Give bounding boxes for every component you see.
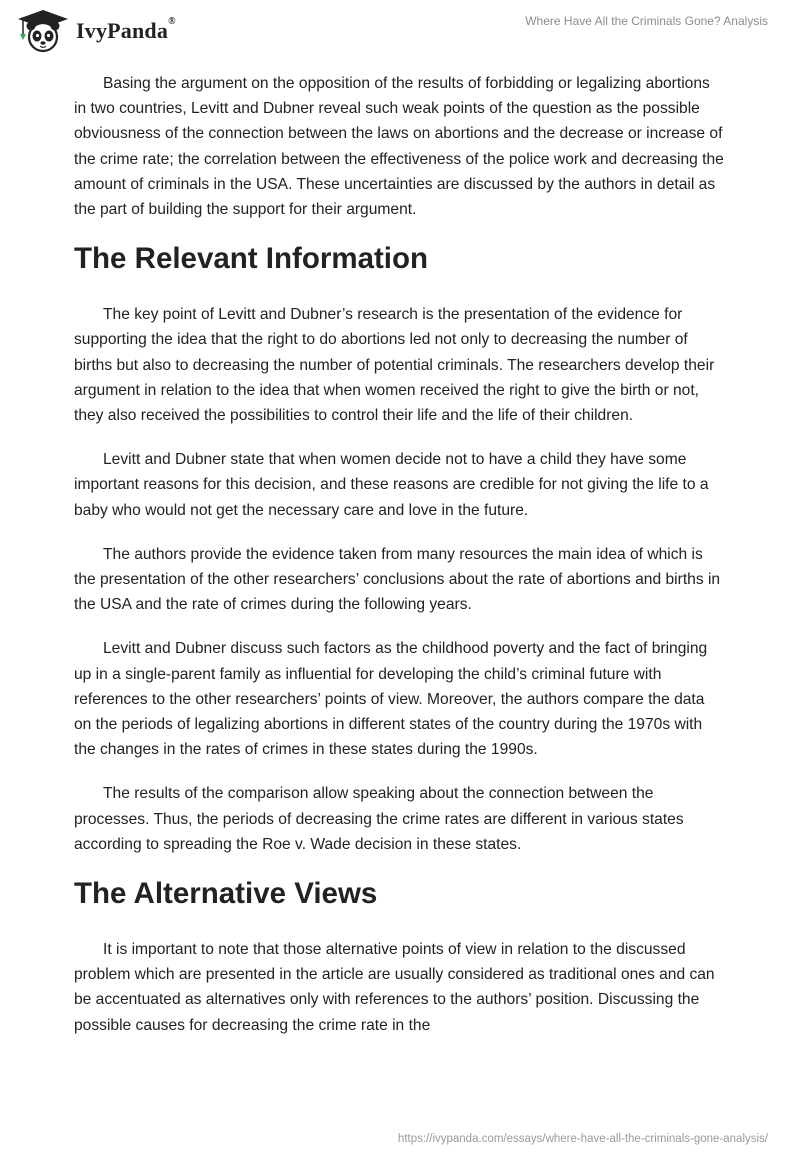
section-heading-relevant-information: The Relevant Information	[74, 242, 429, 276]
registered-mark: ®	[168, 16, 176, 27]
article-body	[74, 71, 726, 1057]
paragraph: The authors provide the evidence taken from many resources the main idea of which is the presentation of the other researchers’ conclusions about the rate of abortions and births in the USA and the rate of crimes during the following years.	[74, 545, 721, 614]
source-url-link[interactable]: https://ivypanda.com/essays/where-have-all-the-criminals-gone-analysis/	[397, 1133, 768, 1145]
paragraph: Levitt and Dubner discuss such factors as the childhood poverty and the fact of bringing up in a single-parent family as influential for developing the child’s criminal future with references to the other researchers’ points of view. Moreover, the authors compare the data on the periods of legalizing abortions in different states of the country during the 1970s with the changes in the rates of crimes in these states during the 1990s.	[74, 640, 708, 759]
paragraph: It is important to note that those alternative points of view in relation to the discussed problem which are presented in the article are usually considered as traditional ones and can be accentuated as alternatives only with references to the authors’ position. Discussing the possible causes for decreasing the crime rate in the	[74, 941, 715, 1034]
document-title: Where Have All the Criminals Gone? Analysis	[525, 14, 768, 28]
panda-graduate-icon	[14, 8, 72, 54]
paragraph: Levitt and Dubner state that when women decide not to have a child they have some important reasons for this decision, and these reasons are credible for not giving the life to a baby who would not get the necessary care and love in the future.	[74, 451, 709, 519]
brand-logo[interactable]	[14, 8, 176, 54]
section-heading-alternative-views: The Alternative Views	[74, 877, 378, 911]
page-header	[0, 0, 800, 64]
paragraph: The key point of Levitt and Dubner’s research is the presentation of the evidence for supporting the idea that the right to do abortions led not only to decreasing the number of births but also to decreasing the number of potential criminals. The researchers develop their argument in relation to the idea that when women received the right to give the birth or not, they also received the possibilities to control their life and the life of their children.	[74, 306, 715, 425]
paragraph: Basing the argument on the opposition of the results of forbidding or legalizing abortions in two countries, Levitt and Dubner reveal such weak points of the question as the possible obviousness of the connection between the laws on abortions and the decrease or increase of the crime rate; the correlation between the effectiveness of the police work and decreasing the amount of criminals in the USA. These uncertainties are discussed by the authors in detail as the part of building the support for their argument.	[74, 75, 724, 219]
paragraph: The results of the comparison allow speaking about the connection between the processes. Thus, the periods of decreasing the crime rates are different in various states according to spreading the Roe v. Wade decision in these states.	[74, 785, 684, 853]
brand-name: IvyPanda®	[76, 16, 176, 43]
